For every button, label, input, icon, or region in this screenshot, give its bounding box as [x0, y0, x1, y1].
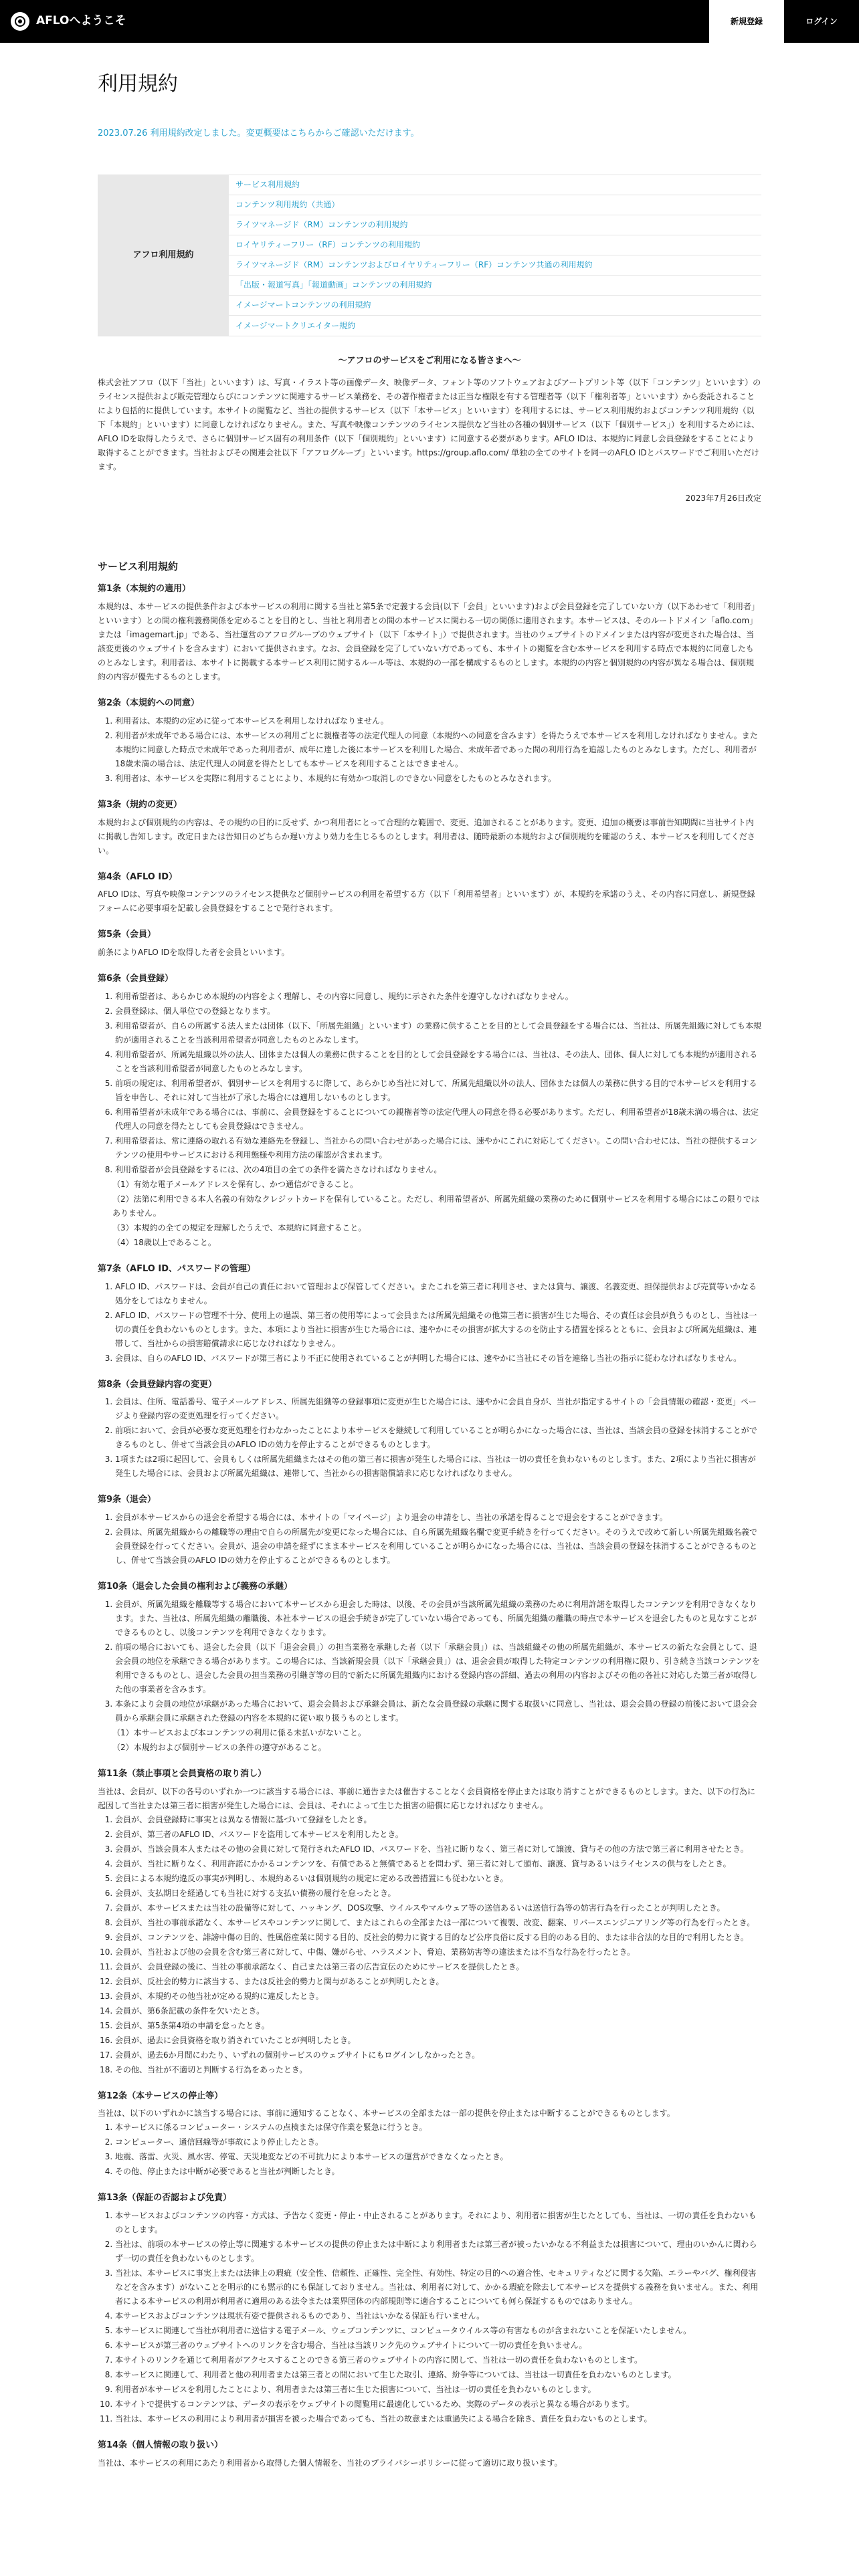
article-list-item: 1. 本サービスおよびコンテンツの内容・方式は、予告なく変更・停止・中止されることがあります。それにより、利用者に損害が生じたとしても、当社は、一切の責任を負わないものとします。 [115, 2209, 761, 2237]
terms-section-title: サービス利用規約 [98, 560, 179, 572]
service-link[interactable]: ライツマネージド（RM）コンテンツの利用規約 [229, 215, 761, 235]
terms-article [98, 1767, 761, 2077]
site-header [0, 0, 859, 43]
article-list-item: 1. 本サービスに係るコンピューター・システムの点検または保守作業を緊急に行うとき。 [115, 2121, 761, 2135]
article-paragraph: 前条によりAFLO IDを取得した者を会員といいます。 [98, 948, 290, 957]
article-list-item: 11. 当社は、本サービスの利用により利用者が損害を被った場合であっても、当社の故意または重過失による場合を除き、責任を負わないものとします。 [115, 2412, 761, 2426]
article-list-item: 7. 本サイトのリンクを通じて利用者がアクセスすることのできる第三者のウェブサイトの内容に関して、当社は一切の責任を負わないものとします。 [115, 2353, 761, 2367]
article-list-item: 3. 利用希望者が、自らの所属する法人または団体（以下、「所属先組織」といいます）の業務に供することを目的として会員登録をする場合には、当社は、所属先組織に対しても本規約が適用されることを当該利用希望者が同意したものとみなします。 [115, 1019, 761, 1047]
terms-article [98, 696, 761, 786]
article-list-item: 9. 会員が、コンテンツを、誹謗中傷の目的、性風俗産業に関する目的、反社会的勢力に資する目的など公序良俗に反する目的のある目的、または非合法的な目的で利用したとき。 [115, 1931, 761, 1945]
article-paragraph: 当社は、本サービスの利用にあたり利用者から取得した個人情報を、当社のプライバシーポリシーに従って適切に取り扱います。 [98, 2458, 563, 2468]
terms-article [98, 928, 761, 960]
article-heading: 第13条（保証の否認および免責） [98, 2193, 232, 2204]
terms-article [98, 2191, 761, 2426]
service-link[interactable]: イメージマートコンテンツの利用規約 [229, 296, 761, 316]
article-list-item: 2. 前項の場合においても、退会した会員（以下「退会会員」）の担当業務を承継した者（以下「承継会員」）は、当該組織その他の所属先組織が、本サービスの新たな会員として、退会会員の地位を承継できる場合があります。この場合には、当該新規会員（以下「承継会員」）は、退会会員が取得した特定コンテンツの利用権に限り、引き続き当該コンテンツを利用できるものとし、退会した会員の担当業務の引継ぎ等の目的で新たに所属先組織内における登録内容の詳細、過去の利用の内容およびその他の各社に対応した第三者が取得した他の事業者を含みます。 [115, 1640, 761, 1697]
services-table [98, 175, 761, 336]
article-sublist [98, 1726, 761, 1755]
article-list [98, 990, 761, 1177]
article-list-item: 2. 会員登録は、個人単位での登録となります。 [115, 1004, 761, 1018]
article-heading: 第6条（会員登録） [98, 974, 174, 984]
service-link[interactable]: コンテンツ利用規約（共通） [229, 195, 761, 215]
register-button[interactable]: 新規登録 [709, 0, 784, 43]
article-list-item: 1. 会員は、住所、電話番号、電子メールアドレス、所属先組織等の登録事項に変更が生じた場合には、速やかに会員自身が、当社が指定するサイトの「会員情報の確認・変更」ページより登録内容の変更処理を行ってください。 [115, 1395, 761, 1423]
article-list-item: 14. 会員が、第6条記載の条件を欠いたとき。 [115, 2004, 761, 2018]
article-list-item: 3. 会員は、自らのAFLO ID、パスワードが第三者により不正に使用されていることが判明した場合には、速やかに当社にその旨を連絡し当社の指示に従わなければなりません。 [115, 1352, 761, 1366]
article-list-item: 3. 地震、落雷、火災、風水害、停電、天災地変などの不可抗力により本サービスの運営ができなくなったとき。 [115, 2150, 761, 2164]
article-list-item: 11. 会員が、会員登録の後に、当社の事前承諾なく、自己または第三者の広告宣伝のためにサービスを提供したとき。 [115, 1960, 761, 1974]
article-list-item: 4. 本サービスおよびコンテンツは現状有姿で提供されるものであり、当社はいかなる保証も行いません。 [115, 2309, 761, 2323]
terms-article [98, 582, 761, 684]
article-list-item: 3. 当社は、本サービスに事実上または法律上の瑕疵（安全性、信頼性、正確性、完全性、有効性、特定の目的への適合性、セキュリティなどに関する欠陥、エラーやバグ、権利侵害などを含みます）がないことを明示的にも黙示的にも保証しておりません。当社は、利用者に対して、かかる瑕疵を除去して本サービスを提供する義務を負いません。また、利用者による本サービスの利用が利用者に適用のある法令または業界団体の内部規則等に適合することについても何ら保証するものではありません。 [115, 2266, 761, 2309]
article-list-item: 12. 会員が、反社会的勢力に該当する、または反社会的勢力と関与があることが判明したとき。 [115, 1975, 761, 1989]
article-heading: 第4条（AFLO ID） [98, 871, 178, 882]
article-list-item: 9. 利用者が本サービスを利用したことにより、利用者または第三者に生じた損害について、当社は一切の責任を負わないものとします。 [115, 2383, 761, 2397]
article-list-item: 2. 前項において、会員が必要な変更処理を行わなかったことにより本サービスを継続して利用していることが明らかになった場合には、当社は、当該会員の登録を抹消することができるものとし、併せて当該会員のAFLO IDの効力を停止することができるものとします。 [115, 1424, 761, 1452]
article-list-item: 1. 会員が本サービスからの退会を希望する場合には、本サイトの「マイページ」より退会の申請をし、当社の承諾を得ることで退会をすることができます。 [115, 1511, 761, 1525]
article-list-item: 3. 本条により会員の地位が承継があった場合において、退会会員および承継会員は、新たな会員登録の承継に関する取扱いに同意し、当社は、退会会員の登録の前後において退会会員から承継会員に承継された登録の内容を本規約に従い取り扱うものとします。 [115, 1697, 761, 1725]
article-list-item: 5. 会員による本規約違反の事実が判明し、本規約あるいは個別規約の規定に定める改善措置にも従わないとき。 [115, 1872, 761, 1886]
services-table-heading: アフロ利用規約 [98, 175, 229, 336]
article-heading: 第1条（本規約の適用） [98, 584, 191, 595]
article-sublist-item: （1）本サービスおよび本コンテンツの利用に係る未払いがないこと。 [112, 1727, 367, 1737]
article-list-item: 2. 会員が、第三者のAFLO ID、パスワードを盗用して本サービスを利用したとき。 [115, 1828, 761, 1842]
article-paragraph: 本規約は、本サービスの提供条件および本サービスの利用に関する当社と第5条で定義する会員(以下「会員」といいます)および会員登録を完了していない方（以下あわせて「利用者」といいます）との間の権利義務関係を定めることを目的とし、当社と利用者との間の本サービスに関わる一切の関係に適用されます。本サービスは、そのルートドメイン「aflo.com」または「imagemart.jp」である、当社運営のアフログループのウェブサイト（以下「本サイト」）で提供されます。当社のウェブサイトのドメインまたは内容が変更された場合は、当該変更後のウェブサイトを含みます）において提供されます。なお、会員登録を完了していない方であっても、本サイトの閲覧を含む本サービスを利用する時点で本規約に同意したものとみなします。利用者は、本サイトに掲載する本サービス利用に関するルール等は、本規約の一部を構成するものとします。本規約の内容と個別規約の内容が異なる場合は、個別規約の内容が優先するものとします。 [98, 602, 760, 681]
terms-article [98, 2089, 761, 2179]
article-sublist-item: （3）本規約の全ての規定を理解したうえで、本規約に同意すること。 [112, 1222, 367, 1232]
terms-article [98, 870, 761, 916]
brand[interactable] [0, 11, 126, 31]
article-list-item: 1. AFLO ID、パスワードは、会員が自己の責任において管理および保管してください。またこれを第三者に利用させ、または貸与、譲渡、名義変更、担保提供および売買等いかなる処分をしてはなりません。 [115, 1280, 761, 1308]
article-heading: 第10条（退会した会員の権利および義務の承継） [98, 1582, 293, 1592]
aflo-logo-icon [11, 12, 29, 31]
article-list-item: 3. 1項または2項に起因して、会員もしくは所属先組織またはその他の第三者に損害が発生した場合には、当社は一切の責任を負わないものとします。また、2項により当社に損害が発生した場合には、会員および所属先組織は、連帯して、当社からの損害賠償請求に応じなければなりません。 [115, 1453, 761, 1481]
article-list-item: 2. コンピューター、通信回線等が事故により停止したとき。 [115, 2135, 761, 2149]
article-list-item: 4. 利用希望者が、所属先組織以外の法人、団体または個人の業務に供することを目的として会員登録をする場合には、当社は、その法人、団体、個人に対しても本規約が適用されることを当該利用希望者が同意したものとみなします。 [115, 1048, 761, 1076]
article-paragraph: 本規約および個別規約の内容は、その規約の目的に反せず、かつ利用者にとって合理的な範囲で、変更、追加されることがあります。変更、追加の概要は事前告知期間に当社サイト内に掲載し告知します。改定日または告知日のどちらか遅い方より効力を生じるものとします。利用者は、随時最新の本規約および個別規約を確認のうえ、本サービスを利用してください。 [98, 817, 755, 855]
revision-date: 2023年7月26日改定 [685, 494, 761, 503]
article-list-item: 2. 当社は、前項の本サービスの停止等に関連する本サービスの提供の停止または中断により利用者または第三者が被ったいかなる不利益または損害について、理由のいかんに関わらず一切の責任を負わないものとします。 [115, 2238, 761, 2266]
article-heading: 第11条（禁止事項と会員資格の取り消し） [98, 1768, 267, 1779]
intro-text: 株式会社アフロ（以下「当社」といいます）は、写真・イラスト等の画像データ、映像データ、フォント等のソフトウェアおよびアートプリント等（以下「コンテンツ」といいます）のライセンス提供および販売管理ならびにコンテンツに関連するサービス業務を、その著作権者または正当な権限を有する管理者等（以下「権利者等」といいます）から委託されることにより包括的に提供しています。本サイトの閲覧など、当社の提供するサービス（以下「本サービス」といいます）を利用するには、サービス利用規約およびコンテンツ利用規約（以下「本規約」といいます）に同意しなければなりません。また、写真や映像コンテンツのライセンス提供など当社の各種の個別サービス（以下「個別サービス」）を利用するためには、AFLO IDを取得したうえで、さらに個別サービス固有の利用条件（以下「個別規約」といいます）に同意する必要があります。AFLO IDは、本規約に同意し会員登録をすることにより取得することができます。当社およびその関連会社以下「アフログループ」といいます。https://group.aflo.com/ 単独の全てのサイトを同一のAFLO IDとパスワードでご利用いただけます。 [98, 378, 761, 471]
login-button[interactable]: ログイン [784, 0, 859, 43]
article-heading: 第7条（AFLO ID、パスワードの管理） [98, 1263, 256, 1274]
article-list-item: 1. 利用者は、本規約の定めに従って本サービスを利用しなければなりません。 [115, 714, 761, 728]
article-list [98, 2209, 761, 2426]
article-heading: 第2条（本規約への同意） [98, 698, 200, 708]
terms-article [98, 1493, 761, 1568]
header-actions [709, 0, 859, 43]
service-link[interactable]: イメージマートクリエイター規約 [235, 320, 356, 330]
article-sublist-item: （2）本規約および個別サービスの条件の遵守があること。 [112, 1742, 326, 1752]
article-list [98, 1395, 761, 1481]
terms-article [98, 1378, 761, 1481]
article-list-item: 7. 会員が、本サービスまたは当社の設備等に対して、ハッキング、DOS攻撃、ウイルスやマルウェア等の送信あるいは送信行為等の妨害行為を行ったことが判明したとき。 [115, 1901, 761, 1915]
page-title: 利用規約 [98, 72, 178, 96]
article-sublist-item: （2）法第に利用できる本人名義の有効なクレジットカードを保有していること。ただし、利用希望者が、所属先組織の業務のために個別サービスを利用する場合にはこの限りではありません。 [112, 1194, 759, 1218]
article-sublist-item: （1）有効な電子メールアドレスを保有し、かつ通信ができること。 [112, 1179, 359, 1189]
article-list-item: 5. 前項の規定は、利用希望者が、個別サービスを利用するに際して、あらかじめ当社に対して、所属先組織以外の法人、団体または個人の業務に供する目的で本サービスを利用する旨を申告し、それに対して当社が了承した場合には適用しないものとします。 [115, 1077, 761, 1105]
article-heading: 第9条（退会） [98, 1495, 157, 1505]
brand-text: AFLOへようこそ [36, 14, 126, 28]
article-paragraph: 当社は、会員が、以下の各号のいずれか一つに該当する場合には、事前に通告または催告することなく会員資格を停止または取り消すことができるものとします。また、以下の行為に起因して当社または第三者に損害が発生した場合には、会員は、それによって生じた損害の賠償に応じなければなりません。 [98, 1786, 756, 1810]
article-list-item: 2. 会員は、所属先組織からの離職等の理由で自らの所属先が変更になった場合には、自ら所属先組織名欄で変更手続きを行ってください。そのうえで改めて新しい所属先組織名義で会員登録を行ってください。会員が、退会の申請を経ずにまま本サービスを利用していることが明らかになった場合には、当社は、当該会員の登録を抹消することができるものとし、併せて当該会員のAFLO IDの効力を停止することができるものとします。 [115, 1525, 761, 1568]
article-list-item: 8. 会員が、当社の事前承諾なく、本サービスやコンテンツに関して、またはこれらの全部または一部について複製、改変、翻案、リバースエンジニアリング等の行為を行ったとき。 [115, 1916, 761, 1930]
service-link[interactable]: ロイヤリティーフリー（RF）コンテンツの利用規約 [229, 235, 761, 255]
article-list-item: 10. 会員が、当社および他の会員を含む第三者に対して、中傷、嫌がらせ、ハラスメント、脅迫、業務妨害等の違法または不当な行為を行ったとき。 [115, 1945, 761, 1959]
terms-article [98, 1262, 761, 1366]
article-list [98, 1280, 761, 1366]
intro-title: 〜アフロのサービスをご利用になる皆さまへ〜 [338, 356, 521, 366]
terms-article [98, 2438, 761, 2470]
revision-notice-link[interactable]: 2023.07.26 利用規約改定しました。変更概要はこちらからご確認いただけます。 [98, 128, 419, 138]
article-sublist-item: （4）18歳以上であること。 [112, 1237, 216, 1247]
article-list [98, 1813, 761, 2077]
article-list-item: 6. 本サービスが第三者のウェブサイトへのリンクを含む場合、当社は当該リンク先のウェブサイトについて一切の責任を負いません。 [115, 2339, 761, 2353]
article-list-item: 3. 利用者は、本サービスを実際に利用することにより、本規約に有効かつ取消しのできない同意をしたものとみなされます。 [115, 772, 761, 786]
article-list-item: 1. 会員が、所属先組織を離職等する場合において本サービスから退会した時は、以後、その会員が当該所属先組織の業務のために利用許諾を取得したコンテンツを利用できなくなります。また、当社は、所属先組織の離職後、本社本サービスの退会手続きが完了していない場合であっても、所属先組織の離職の時点で本サービスを退会したものと見なすことができるものとし、以後コンテンツを利用できなくなります。 [115, 1598, 761, 1640]
article-list-item: 1. 利用希望者は、あらかじめ本規約の内容をよく理解し、その内容に同意し、規約に示された条件を遵守しなければなりません。 [115, 990, 761, 1004]
service-link[interactable]: ライツマネージド（RM）コンテンツおよびロイヤリティーフリー（RF）コンテンツ共通の利用規約 [229, 255, 761, 276]
article-heading: 第8条（会員登録内容の変更） [98, 1379, 217, 1390]
service-link[interactable]: サービス利用規約 [229, 175, 761, 195]
article-list-item: 6. 利用希望者が未成年である場合には、事前に、会員登録をすることについての親権者等の法定代理人の同意を得る必要があります。ただし、利用希望者が18歳未満の場合は、法定代理人の同意を得たとしても会員登録はできません。 [115, 1105, 761, 1134]
article-heading: 第14条（個人情報の取り扱い） [98, 2440, 223, 2450]
article-list [98, 1511, 761, 1568]
article-list-item: 16. 会員が、過去に会員資格を取り消されていたことが判明したとき。 [115, 2034, 761, 2048]
terms-article [98, 798, 761, 858]
article-list-item: 1. 会員が、会員登録時に事実とは異なる情報に基づいて登録をしたとき。 [115, 1813, 761, 1827]
article-list-item: 8. 本サービスに関連して、利用者と他の利用者または第三者との間において生じた取引、連絡、紛争等については、当社は一切責任を負わないものとします。 [115, 2368, 761, 2382]
article-heading: 第5条（会員） [98, 930, 157, 940]
article-list-item: 18. その他、当社が不適切と判断する行為をあったとき。 [115, 2063, 761, 2077]
article-list-item: 13. 会員が、本規約その他当社が定める規約に違反したとき。 [115, 1990, 761, 2004]
article-heading: 第3条（規約の変更） [98, 799, 183, 810]
article-list-item: 3. 会員が、当該会員本人またはその他の会員に対して発行されたAFLO ID、パスワードを、当社に断りなく、第三者に対して譲渡、貸与その他の方法で第三者に利用させたとき。 [115, 1842, 761, 1856]
terms-article [98, 1580, 761, 1755]
service-link[interactable]: 「出版・報道写真」「報道動画」コンテンツの利用規約 [229, 276, 761, 296]
article-list-item: 10. 本サイトで提供するコンテンツは、データの表示をウェブサイトの閲覧用に最適化しているため、実際のデータの表示と異なる場合があります。 [115, 2397, 761, 2411]
article-list-item: 7. 利用希望者は、常に連絡の取れる有効な連絡先を登録し、当社からの問い合わせがあった場合には、速やかにこれに対応してください。この問い合わせには、当社の提供するコンテンツの使用やサービスにおける利用態様や利用方法の確認が含まれます。 [115, 1134, 761, 1162]
main-content [0, 67, 859, 2470]
article-list-item: 15. 会員が、第5条第4項の申請を怠ったとき。 [115, 2019, 761, 2033]
article-list [98, 1598, 761, 1725]
services-link-list [229, 175, 761, 336]
article-list [98, 2121, 761, 2179]
article-list-item: 4. その他、停止または中断が必要であると当社が判断したとき。 [115, 2165, 761, 2179]
article-list-item: 17. 会員が、過去6か月間にわたり、いずれの個別サービスのウェブサイトにもログインしなかったとき。 [115, 2048, 761, 2062]
terms-articles [98, 582, 761, 2470]
article-list [98, 714, 761, 786]
article-list-item: 6. 会員が、支払期日を経過しても当社に対する支払い債務の履行を怠ったとき。 [115, 1887, 761, 1901]
article-list-item: 2. AFLO ID、パスワードの管理不十分、使用上の過誤、第三者の使用等によって会員または所属先組織その他第三者に損害が生じた場合、その責任は会員が負うものとし、当社は一切の責任を負わないものとします。また、本項により当社に損害が生じた場合には、速やかにその損害が拡大するのを防止する措置を採るとともに、会員および所属先組織は、連帯して、当社からの損害賠償請求に応じなければなりません。 [115, 1309, 761, 1351]
article-paragraph: 当社は、以下のいずれかに該当する場合には、事前に通知することなく、本サービスの全部または一部の提供を停止または中断することができるものとします。 [98, 2109, 675, 2119]
article-sublist [98, 1178, 761, 1250]
article-paragraph: AFLO IDは、写真や映像コンテンツのライセンス提供など個別サービスの利用を希望する方（以下「利用希望者」といいます）が、本規約を承諾のうえ、その内容に同意し、新規登録フォームに必要事項を記載し会員登録をすることで発行されます。 [98, 889, 755, 914]
article-list-item: 5. 本サービスに関連して当社が利用者に送信する電子メール、ウェブコンテンツに、コンピュータウイルス等の有害なものが含まれないことを保証いたしません。 [115, 2324, 761, 2338]
article-list-item: 4. 会員が、当社に断りなく、利用許諾にかかるコンテンツを、有償であると無償であるとを問わず、第三者に対して頒布、譲渡、貸与あるいはライセンスの供与をしたとき。 [115, 1857, 761, 1871]
terms-article [98, 972, 761, 1250]
article-heading: 第12条（本サービスの停止等） [98, 2090, 223, 2101]
article-list-item: 8. 利用希望者が会員登録をするには、次の4項目の全ての条件を満たさなければなりません。 [115, 1163, 761, 1177]
article-list-item: 2. 利用者が未成年である場合には、本サービスの利用ごとに親権者等の法定代理人の同意（本規約への同意を含みます）を得たうえで本サービスを利用しなければなりません。また本規約に同意した時点で未成年であった利用者が、成年に達した後に本サービスを利用した場合、未成年者であった間の利用行為を追認したものとみなします。ただし、利用者が18歳未満の場合は、法定代理人の同意を得たとしても本サービスを利用することはできません。 [115, 729, 761, 771]
